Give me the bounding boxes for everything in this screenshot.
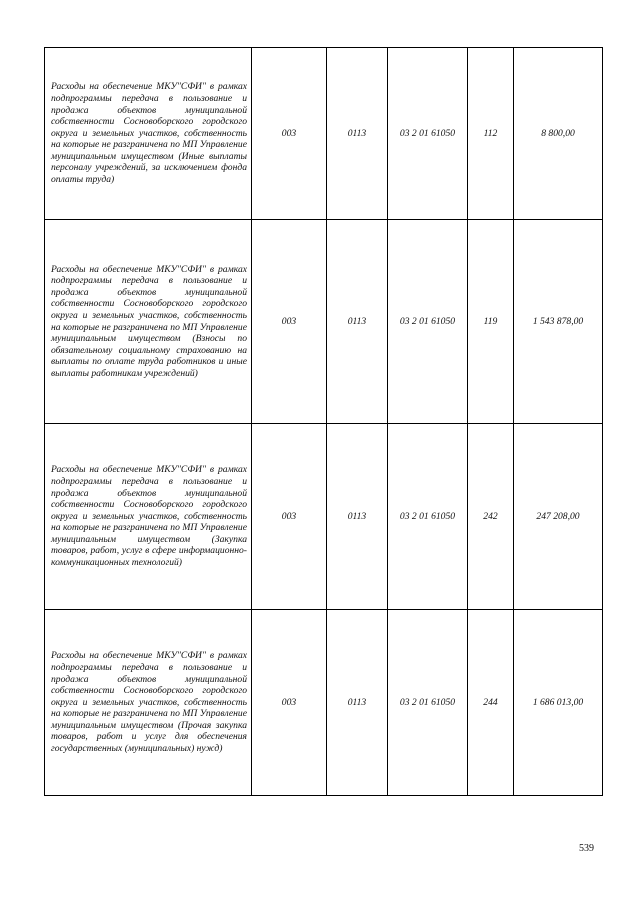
section-code: 0113 [327, 220, 388, 424]
table-row [45, 220, 603, 424]
table-row [45, 424, 603, 610]
section-code: 0113 [327, 48, 388, 220]
table-row [45, 610, 603, 796]
department-code: 003 [252, 610, 327, 796]
expense-type-code: 119 [468, 220, 514, 424]
target-article-code: 03 2 01 61050 [388, 424, 468, 610]
target-article-code: 03 2 01 61050 [388, 610, 468, 796]
target-article-code: 03 2 01 61050 [388, 220, 468, 424]
department-code: 003 [252, 220, 327, 424]
row-description: Расходы на обеспечение МКУ"СФИ" в рамках подпрограммы передача в пользование и продажа объектов муниципальной собственности Сосновоборского городского округа и земельных участков, собственность на которые не разграничена по МП Управление муниципальным имуществом (Взносы по обязательному социальному страхованию на выплаты по оплате труда работников и иные выплаты работникам учреждений) [45, 220, 252, 424]
amount: 1 543 878,00 [514, 220, 603, 424]
section-code: 0113 [327, 610, 388, 796]
table-row [45, 48, 603, 220]
page-number: 539 [579, 843, 594, 854]
expense-type-code: 244 [468, 610, 514, 796]
budget-table [44, 47, 603, 796]
department-code: 003 [252, 424, 327, 610]
expense-type-code: 112 [468, 48, 514, 220]
section-code: 0113 [327, 424, 388, 610]
amount: 1 686 013,00 [514, 610, 603, 796]
amount: 247 208,00 [514, 424, 603, 610]
row-description: Расходы на обеспечение МКУ"СФИ" в рамках подпрограммы передача в пользование и продажа объектов муниципальной собственности Сосновоборского городского округа и земельных участков, собственность на которые не разграничена по МП Управление муниципальным имуществом (Закупка товаров, работ, услуг в сфере информационно-коммуникационных технологий) [45, 424, 252, 610]
department-code: 003 [252, 48, 327, 220]
amount: 8 800,00 [514, 48, 603, 220]
target-article-code: 03 2 01 61050 [388, 48, 468, 220]
expense-type-code: 242 [468, 424, 514, 610]
row-description: Расходы на обеспечение МКУ"СФИ" в рамках подпрограммы передача в пользование и продажа объектов муниципальной собственности Сосновоборского городского округа и земельных участков, собственность на которые не разграничена по МП Управление муниципальным имуществом (Иные выплаты персоналу учреждений, за исключением фонда оплаты труда) [45, 48, 252, 220]
row-description: Расходы на обеспечение МКУ"СФИ" в рамках подпрограммы передача в пользование и продажа объектов муниципальной собственности Сосновоборского городского округа и земельных участков, собственность на которые не разграничена по МП Управление муниципальным имуществом (Прочая закупка товаров, работ и услуг для обеспечения государственных (муниципальных) нужд) [45, 610, 252, 796]
